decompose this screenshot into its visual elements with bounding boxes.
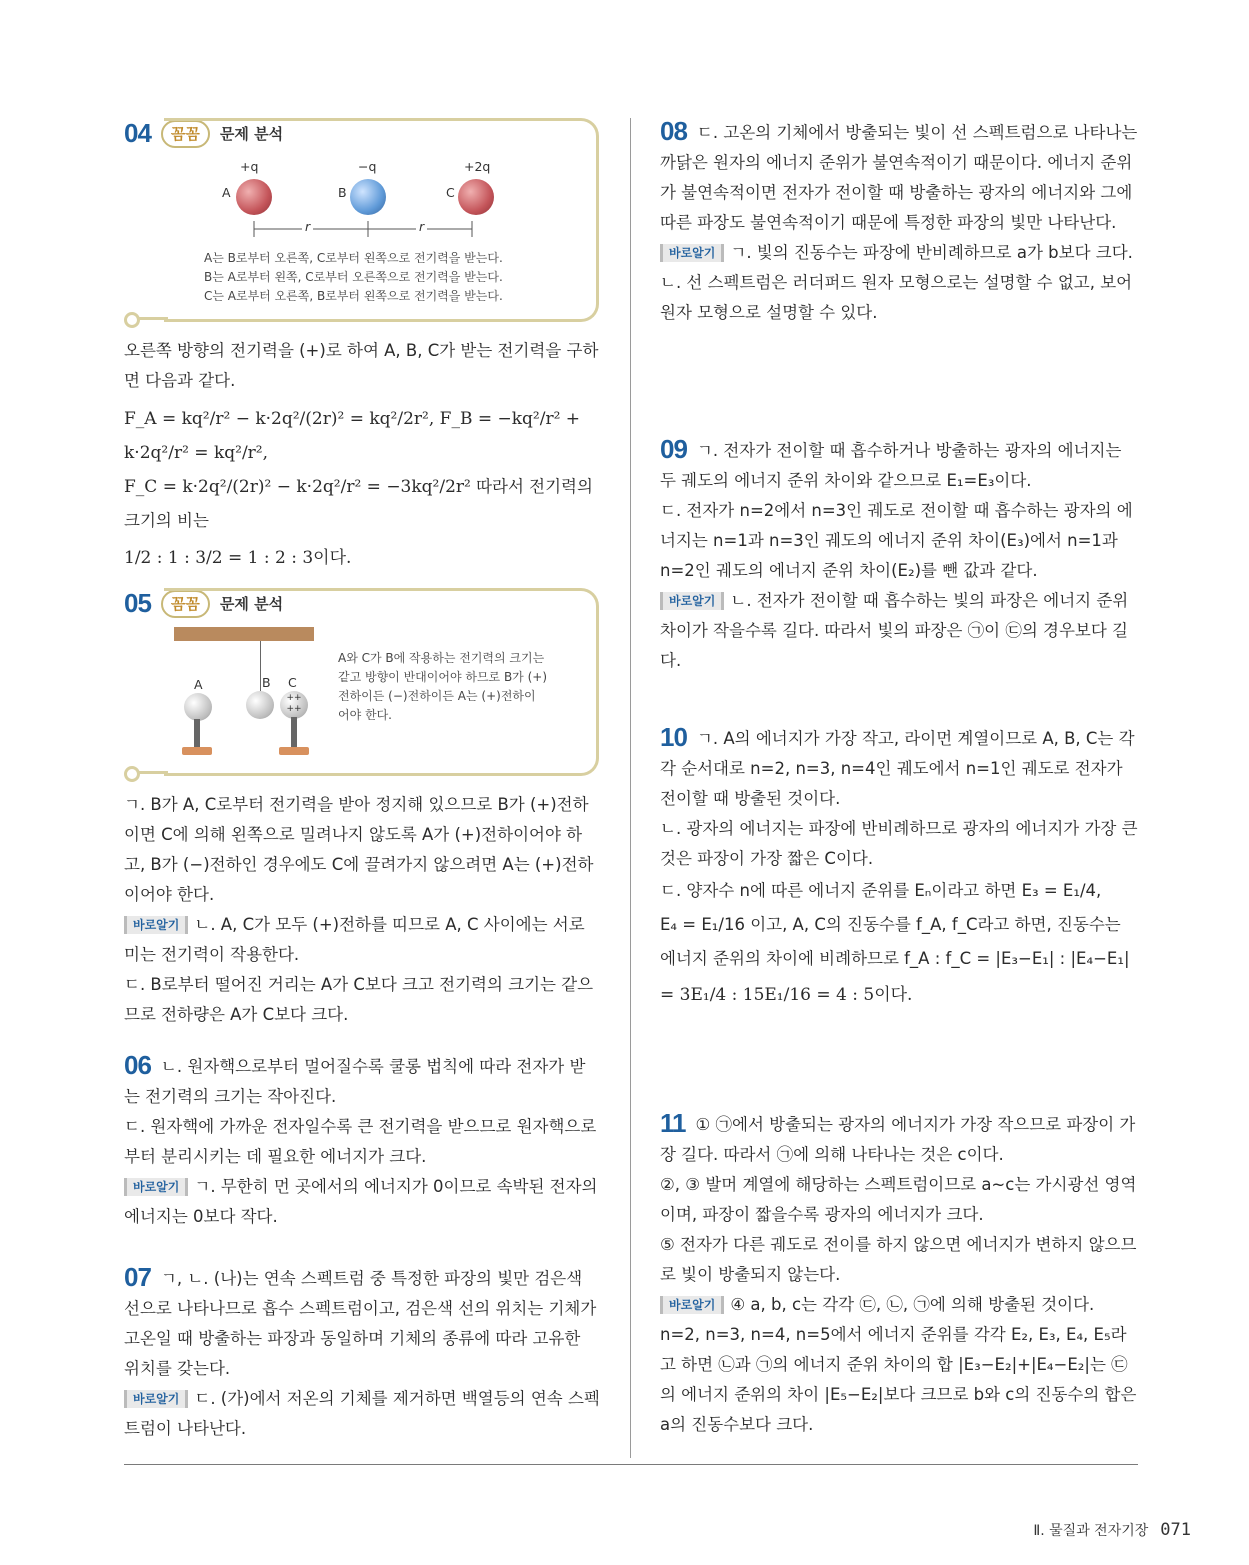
baro-algi-tag: 바로알기 <box>124 1390 188 1408</box>
charge-ball-c <box>458 179 494 215</box>
footer-rule <box>124 1464 1138 1465</box>
explanation-text: ① ㉠에서 방출되는 광자의 에너지가 가장 작으므로 파장이 가장 길다. 따라서 ㉠에 의해 나타나는 것은 c이다. <box>660 1115 1136 1164</box>
question-08 <box>660 116 1138 328</box>
box-title: 문제 분석 <box>219 125 284 143</box>
correction-text: ㄱ. 무한히 먼 곳에서의 에너지가 0이므로 속박된 전자의 에너지는 0보다 작다. <box>124 1177 598 1226</box>
question-number: 04 <box>124 118 151 148</box>
ball-label-a: A <box>222 185 231 200</box>
note-line: B는 A로부터 왼쪽, C로부터 오른쪽으로 전기력을 받는다. <box>204 270 503 284</box>
baro-algi-tag: 바로알기 <box>124 1178 188 1196</box>
question-number: 05 <box>124 588 151 618</box>
kkomkkom-badge: 꼼꼼 <box>161 590 210 618</box>
charge-label-c: +2q <box>464 159 491 174</box>
question-number: 07 <box>124 1262 151 1292</box>
explanation-text: ㄷ. 고온의 기체에서 방출되는 빛이 선 스펙트럼으로 나타나는 까닭은 원자의 에너지 준위가 불연속적이기 때문이다. 에너지 준위가 불연속적이면 전자가 전이할 때 방출하는 광자의 에너지와 그에 따른 파장도 불연속적이기 때문에 특정한 파장의 빛만 나타난다. <box>660 123 1138 232</box>
question-07 <box>124 1262 600 1444</box>
explanation-text: ⑤ 전자가 다른 궤도로 전이를 하지 않으면 에너지가 변하지 않으므로 빛이 방출되지 않는다. <box>660 1235 1137 1284</box>
question-number: 09 <box>660 434 687 464</box>
box-corner-dot <box>124 312 140 328</box>
correction-text: ④ a, b, c는 각각 ㉢, ㉡, ㉠에 의해 방출된 것이다. n=2, n=3, n=4, n=5에서 에너지 준위를 각각 E₂, E₃, E₄, E₅라고 하면 ㉡과 ㉠의 에너지 준위 차이의 합 |E₃−E₂|+|E₄−E₂|는 ㉢의 에너지 준위의 차이 |E₅−E₂|보다 크므로 b와 c의 진동수의 합은 a의 진동수보다 크다. <box>660 1295 1137 1434</box>
question-number: 06 <box>124 1050 151 1080</box>
question-number: 11 <box>660 1108 686 1138</box>
explanation-text: ㄱ. 전자가 전이할 때 흡수하거나 방출하는 광자의 에너지는 두 궤도의 에너지 준위 차이와 같으므로 E₁=E₃이다. <box>660 441 1122 490</box>
note-line: 전하이든 (−)전하이든 A는 (+)전하이 <box>338 689 536 703</box>
base-c <box>279 747 309 755</box>
note-line: 같고 방향이 반대이어야 하므로 B가 (+) <box>338 670 548 684</box>
stand-c <box>291 717 297 749</box>
plus-charges: ++ ++ <box>286 693 302 714</box>
explanation-text: ㄷ. 전자가 n=2에서 n=3인 궤도로 전이할 때 흡수하는 광자의 에너지는 n=1과 n=3인 궤도의 에너지 준위 차이(E₃)에서 n=1과 n=2인 궤도의 에너지 준위 차이(E₂)를 뺀 값과 같다. <box>660 501 1133 580</box>
ball-label-c: C <box>446 185 455 200</box>
distance-label-2: r <box>416 219 427 234</box>
explanation-text: ②, ③ 발머 계열에 해당하는 스펙트럼이므로 a~c는 가시광선 영역이며, 파장이 짧을수록 광자의 에너지가 크다. <box>660 1175 1137 1224</box>
base-a <box>182 747 212 755</box>
correction-text: ㄱ. 빛의 진동수는 파장에 반비례하므로 a가 b보다 크다. <box>730 243 1133 262</box>
explanation-text: ㄱ. A의 에너지가 가장 작고, 라이먼 계열이므로 A, B, C는 각각 순서대로 n=2, n=3, n=4인 궤도에서 n=1인 궤도로 전자가 전이할 때 방출된 것이다. <box>660 729 1135 808</box>
analysis-notes <box>338 649 547 725</box>
distance-arrows <box>244 217 484 239</box>
question-number: 10 <box>660 722 687 752</box>
analysis-box <box>164 588 599 776</box>
box-connector <box>138 317 168 320</box>
explanation-text: ㄷ. B로부터 떨어진 거리는 A가 C보다 크고 전기력의 크기는 같으므로 전하량은 A가 C보다 크다. <box>124 975 594 1024</box>
correction-text: ㄴ. 선 스펙트럼은 러더퍼드 원자 모형으로는 설명할 수 없고, 보어 원자 모형으로 설명할 수 있다. <box>660 273 1133 322</box>
correction-text: ㄴ. 전자가 전이할 때 흡수하는 빛의 파장은 에너지 준위 차이가 작을수록 길다. 따라서 빛의 파장은 ㉠이 ㉢의 경우보다 길다. <box>660 591 1129 670</box>
charge-label-a: +q <box>240 159 259 174</box>
ratio-equation: 1/2 : 1 : 3/2 = 1 : 2 : 3이다. <box>124 548 352 568</box>
explanation-text: ㄴ. 원자핵으로부터 멀어질수록 쿨롱 법칙에 따라 전자가 받는 전기력의 크기는 작아진다. <box>124 1057 586 1106</box>
question-06 <box>124 1050 600 1232</box>
ball-label-c: C <box>288 675 297 690</box>
baro-algi-tag: 바로알기 <box>124 916 188 934</box>
stand-a <box>194 719 200 749</box>
force-equation-2: F_C = k·2q²/(2r)² − k·2q²/r² = −3kq²/2r² <box>124 477 471 497</box>
ball-label-a: A <box>194 677 203 692</box>
ratio-result: = 3E₁/4 : 15E₁/16 = 4 : 5이다. <box>660 985 913 1005</box>
force-equation-1: F_A = kq²/r² − k·2q²/(2r)² = kq²/2r², F_B = −kq²/r² + k·2q²/r² = kq²/r², <box>124 409 581 463</box>
energy-level-equation: ㄷ. 양자수 n에 따른 에너지 준위를 Eₙ이라고 하면 E₃ = E₁/4, <box>660 881 1102 900</box>
question-number: 08 <box>660 116 687 146</box>
question-09 <box>660 434 1138 676</box>
box-corner-dot <box>124 766 140 782</box>
explanation-text: ㄱ, ㄴ. (나)는 연속 스펙트럼 중 특정한 파장의 빛만 검은색 선으로 나타나므로 흡수 스펙트럼이고, 검은색 선의 위치는 기체가 고온일 때 방출하는 파장과 동일하며 기체의 종류에 따라 고유한 위치를 갖는다. <box>124 1269 597 1378</box>
equation-tail: 따라서 전기력의 크기의 비는 <box>124 477 593 530</box>
explanation-text: ㄷ. 원자핵에 가까운 전자일수록 큰 전기력을 받으므로 원자핵으로부터 분리시키는 데 필요한 에너지가 크다. <box>124 1117 597 1166</box>
question-11 <box>660 1108 1138 1440</box>
charge-label-b: −q <box>358 159 377 174</box>
question-10 <box>660 722 1138 1014</box>
thread <box>260 641 261 691</box>
column-divider <box>630 118 631 1458</box>
frequency-ratio-text: E₄ = E₁/16 이고, A, C의 진동수를 f_A, f_C라고 하면, 진동수는 에너지 준위의 차이에 비례하므로 f_A : f_C = |E₃−E₁| : |E₄−E₁| <box>660 915 1130 968</box>
note-line: A는 B로부터 오른쪽, C로부터 왼쪽으로 전기력을 받는다. <box>204 251 503 265</box>
note-line: A와 C가 B에 작용하는 전기력의 크기는 <box>338 651 545 665</box>
box-title: 문제 분석 <box>219 595 284 613</box>
correction-text: ㄷ. (가)에서 저온의 기체를 제거하면 백열등의 연속 스펙트럼이 나타난다. <box>124 1389 600 1438</box>
distance-label-1: r <box>302 219 313 234</box>
chapter-title: Ⅱ. 물질과 전자기장 <box>1033 1523 1149 1539</box>
ball-label-b: B <box>262 675 271 690</box>
correction-text: ㄴ. A, C가 모두 (+)전하를 띠므로 A, C 사이에는 서로 미는 전기력이 작용한다. <box>124 915 585 964</box>
analysis-box <box>164 118 599 322</box>
analysis-notes <box>204 249 503 306</box>
note-line: 어야 한다. <box>338 708 392 722</box>
page-number: 071 <box>1160 1520 1191 1540</box>
ball-label-b: B <box>338 185 347 200</box>
sphere-b <box>246 691 274 719</box>
explanation-text: ㄴ. 광자의 에너지는 파장에 반비례하므로 광자의 에너지가 가장 큰 것은 파장이 가장 짧은 C이다. <box>660 819 1138 868</box>
page-footer <box>1033 1520 1191 1540</box>
kkomkkom-badge: 꼼꼼 <box>161 120 210 148</box>
baro-algi-tag: 바로알기 <box>660 592 724 610</box>
baro-algi-tag: 바로알기 <box>660 1296 724 1314</box>
charge-ball-b <box>350 179 386 215</box>
charge-ball-a <box>236 179 272 215</box>
explanation-text: 오른쪽 방향의 전기력을 (+)로 하여 A, B, C가 받는 전기력을 구하면 다음과 같다. <box>124 341 599 390</box>
baro-algi-tag: 바로알기 <box>660 244 724 262</box>
note-line: C는 A로부터 오른쪽, B로부터 왼쪽으로 전기력을 받는다. <box>204 289 503 303</box>
ceiling-bar <box>174 627 314 641</box>
sphere-a <box>184 693 212 721</box>
box-connector <box>138 771 168 774</box>
explanation-text: ㄱ. B가 A, C로부터 전기력을 받아 정지해 있으므로 B가 (+)전하이면 C에 의해 왼쪽으로 밀려나지 않도록 A가 (+)전하이어야 하고, B가 (−)전하인 경우에도 C에 끌려가지 않으려면 A는 (+)전하이어야 한다. <box>124 795 594 904</box>
